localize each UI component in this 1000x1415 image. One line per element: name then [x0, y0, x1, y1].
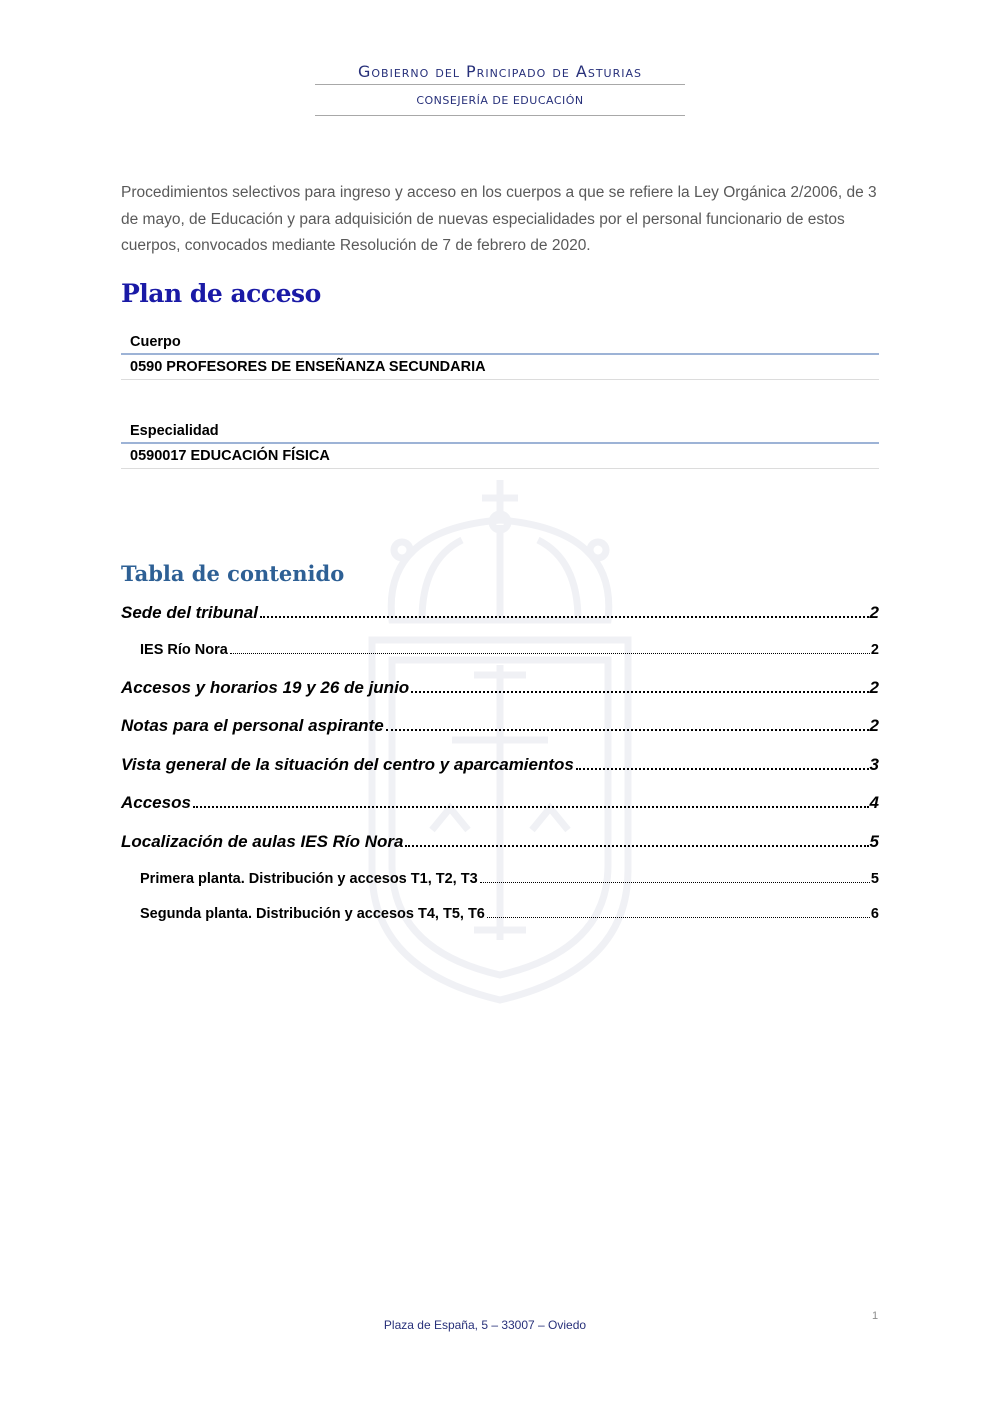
page-number: 1 [872, 1310, 879, 1322]
especialidad-value: 0590017 EDUCACIÓN FÍSICA [121, 444, 879, 469]
toc-entry-text: Segunda planta. Distribución y accesos T4, T5, T6 [140, 906, 485, 922]
letterhead [315, 60, 685, 116]
cuerpo-label: Cuerpo [121, 331, 879, 355]
toc-entry-page: 4 [869, 793, 879, 812]
cuerpo-field [121, 331, 879, 380]
toc-entry[interactable] [121, 678, 879, 698]
toc-leader-dots [411, 691, 868, 693]
toc-entry-text: IES Río Nora [140, 642, 228, 658]
toc-entry[interactable] [140, 906, 879, 922]
toc-leader-dots [260, 616, 869, 618]
letterhead-top-rule [315, 84, 685, 85]
toc-leader-dots [193, 806, 869, 808]
toc-leader-dots [405, 845, 868, 847]
toc-entry-page: 2 [869, 678, 879, 697]
toc-leader-dots [487, 917, 870, 918]
toc-leader-dots [576, 768, 869, 770]
toc-entry-page: 3 [869, 755, 879, 774]
toc-leader-dots [230, 653, 870, 654]
toc-entry-page: 5 [870, 871, 879, 887]
toc-entry-text: Notas para el personal aspirante [121, 716, 384, 735]
toc-entry[interactable] [121, 603, 879, 623]
toc-entry[interactable] [140, 871, 879, 887]
intro-paragraph: Procedimientos selectivos para ingreso y acceso en los cuerpos a que se refiere la Ley Orgánica 2/2006, de 3 de mayo, de Educación y para adquisición de nuevas especialidades por el personal funcionario de estos cuerpos, convocados mediante Resolución de 7 de febrero de 2020. [121, 184, 877, 254]
toc-entry-page: 5 [869, 832, 879, 851]
government-title: Gobierno del Principado de Asturias [357, 62, 642, 81]
toc-entry-page: 2 [869, 603, 879, 622]
toc-entry-text: Accesos [121, 793, 191, 812]
footer-address: Plaza de España, 5 – 33007 – Oviedo [383, 1318, 587, 1332]
toc-entry-text: Sede del tribunal [121, 603, 258, 622]
toc-entry[interactable] [121, 755, 879, 775]
cuerpo-value: 0590 PROFESORES DE ENSEÑANZA SECUNDARIA [121, 355, 879, 380]
letterhead-bottom-rule [315, 115, 685, 116]
department-name: CONSEJERÍA DE EDUCACIÓN [416, 94, 584, 107]
toc-entry-text: Vista general de la situación del centro y aparcamientos [121, 755, 574, 774]
toc-leader-dots [480, 882, 870, 883]
toc-entry-text: Localización de aulas IES Río Nora [121, 832, 404, 851]
asturias-crest-watermark-icon [362, 470, 638, 1010]
toc-entry[interactable] [121, 716, 879, 736]
toc-entry[interactable] [140, 642, 879, 658]
page-title: Plan de acceso [121, 279, 321, 308]
especialidad-label: Especialidad [121, 420, 879, 444]
toc-entry-page: 2 [870, 642, 879, 658]
toc-entry[interactable] [121, 793, 879, 813]
toc-leader-dots [386, 729, 869, 731]
toc-entry-text: Primera planta. Distribución y accesos T1, T2, T3 [140, 871, 478, 887]
toc-entry[interactable] [121, 832, 879, 852]
toc-title: Tabla de contenido [121, 561, 345, 586]
toc-entry-text: Accesos y horarios 19 y 26 de junio [121, 678, 410, 697]
toc-entry-page: 6 [870, 906, 879, 922]
especialidad-field [121, 420, 879, 469]
toc-entry-page: 2 [869, 716, 879, 735]
